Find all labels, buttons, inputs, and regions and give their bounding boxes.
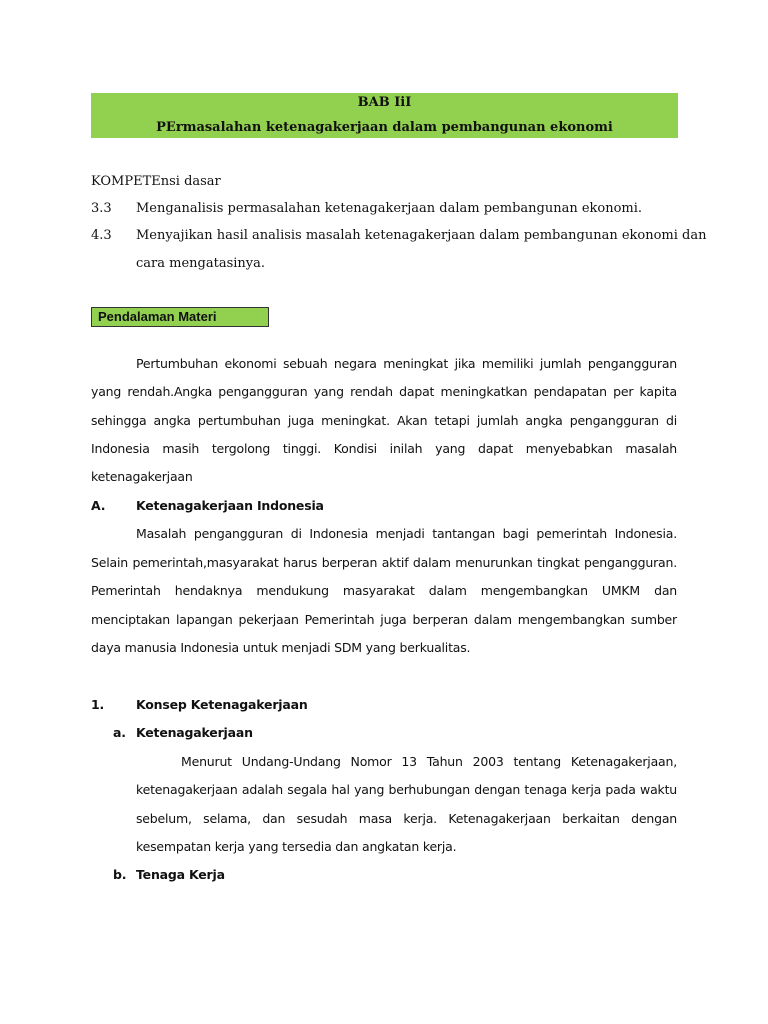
section-1-marker: 1. (91, 697, 105, 712)
sub-a-line: kesempatan kerja yang tersedia dan angkatan kerja. (136, 839, 457, 854)
intro-line: ketenagakerjaan (91, 469, 193, 484)
kd-text-continued: cara mengatasinya. (136, 256, 265, 271)
sub-a-line: ketenagakerjaan adalah segala hal yang berhubungan dengan tenaga kerja pada waktu (136, 782, 677, 797)
section-a-line: daya manusia Indonesia untuk menjadi SDM yang berkualitas. (91, 640, 471, 655)
kd-number: 3.3 (91, 201, 112, 216)
section-a-line: Masalah pengangguran di Indonesia menjadi tantangan bagi pemerintah Indonesia. (136, 526, 677, 541)
sub-a-line: sebelum, selama, dan sesudah masa kerja. Ketenagakerjaan berkaitan dengan (136, 811, 677, 826)
section-a-marker: A. (91, 498, 106, 513)
section-a-line: Selain pemerintah,masyarakat harus berperan aktif dalam menurunkan tingkat pengangguran. (91, 555, 677, 570)
kd-text: Menganalisis permasalahan ketenagakerjaan dalam pembangunan ekonomi. (136, 201, 643, 216)
section-a-line: Pemerintah hendaknya mendukung masyarakat dalam mengembangkan UMKM dan (91, 583, 677, 598)
pendalaman-materi-label: Pendalaman Materi (91, 307, 269, 327)
kd-number: 4.3 (91, 228, 112, 243)
chapter-title: PErmasalahan ketenagakerjaan dalam pembangunan ekonomi (156, 120, 613, 135)
sub-b-title: Tenaga Kerja (136, 867, 225, 882)
intro-line: Indonesia masih tergolong tinggi. Kondisi inilah yang dapat menyebabkan masalah (91, 441, 677, 456)
sub-a-line: Menurut Undang-Undang Nomor 13 Tahun 2003 tentang Ketenagakerjaan, (181, 754, 677, 769)
kompetensi-heading: KOMPETEnsi dasar (91, 174, 221, 189)
sub-a-marker: a. (113, 725, 126, 740)
sub-b-marker: b. (113, 867, 127, 882)
kd-text: Menyajikan hasil analisis masalah ketenagakerjaan dalam pembangunan ekonomi dan (136, 228, 707, 243)
chapter-label: BAB IiI (357, 95, 412, 110)
section-a-line: menciptakan lapangan pekerjaan Pemerintah juga berperan dalam mengembangkan sumber (91, 612, 677, 627)
chapter-header (91, 93, 678, 138)
sub-a-title: Ketenagakerjaan (136, 725, 253, 740)
intro-line: sehingga angka pertumbuhan juga meningkat. Akan tetapi jumlah angka pengangguran di (91, 413, 677, 428)
intro-line: yang rendah.Angka pengangguran yang rendah dapat meningkatkan pendapatan per kapita (91, 384, 677, 399)
section-1-title: Konsep Ketenagakerjaan (136, 697, 308, 712)
section-a-title: Ketenagakerjaan Indonesia (136, 498, 324, 513)
intro-line: Pertumbuhan ekonomi sebuah negara meningkat jika memiliki jumlah pengangguran (136, 356, 677, 371)
